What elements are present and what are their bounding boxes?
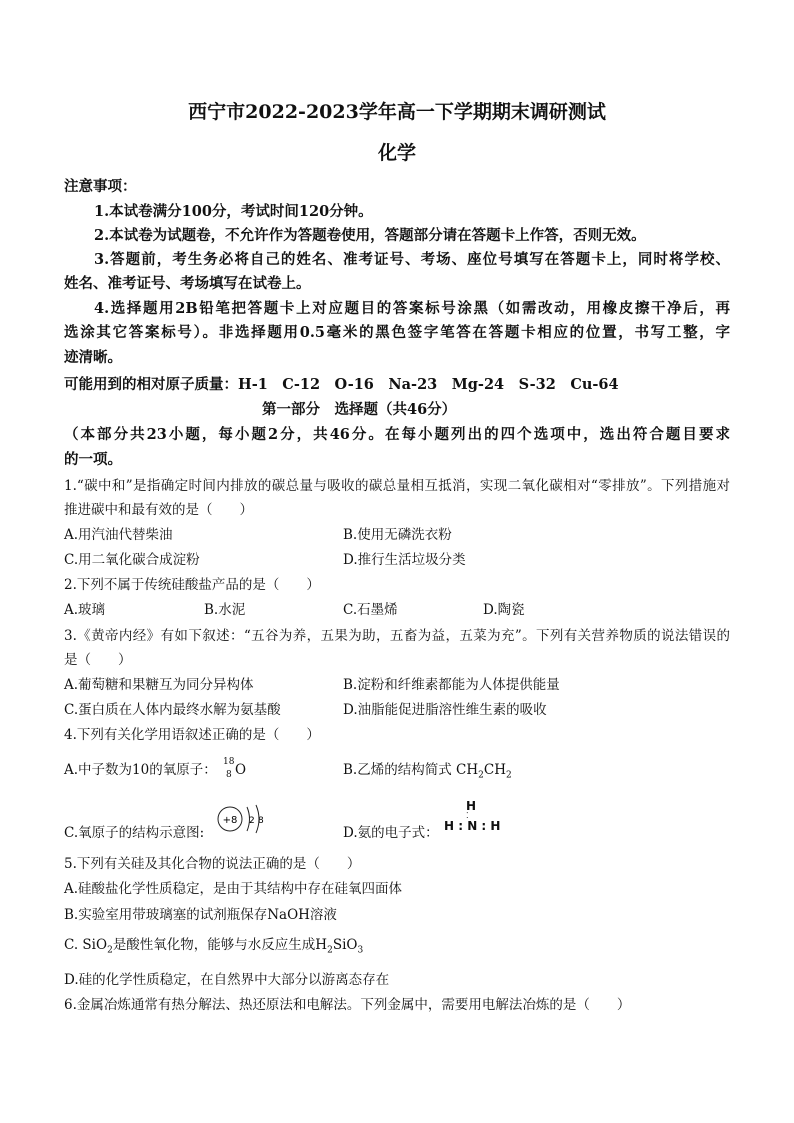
q3-option-c: C.蛋白质在人体内最终水解为氨基酸	[64, 702, 281, 718]
q3-option-b: B.淀粉和纤维素都能为人体提供能量	[343, 677, 560, 693]
formula-subscript: 2	[505, 770, 512, 781]
q1-stem-line-1: 1.“碳中和”是指确定时间内排放的碳总量与吸收的碳总量相互抵消，实现二氧化碳相对“零排放”。下列措施对	[64, 478, 730, 494]
formula-subscript: 2	[327, 945, 333, 956]
mass-number: 18	[223, 756, 235, 767]
q4-option-b	[343, 758, 512, 781]
note-4-line-1: 4.选择题用2B铅笔把答题卡上对应题目的答案标号涂黑（如需改动，用橡皮擦干净后，再	[94, 300, 730, 317]
q5-option-b: B.实验室用带玻璃塞的试剂瓶保存NaOH溶液	[64, 907, 337, 923]
exam-title: 西宁市2022-2023学年高一下学期期末调研测试	[188, 101, 606, 123]
note-1: 1.本试卷满分100分，考试时间120分钟。	[94, 203, 373, 220]
q3-stem-line-1: 3.《黄帝内经》有如下叙述：“五谷为养，五果为助，五畜为益，五菜为充”。下列有关营养物质的说法错误的	[64, 628, 730, 644]
note-4-line-2: 选涂其它答案标号）。非选择题用0.5毫米的黑色签字笔答在答题卡相应的位置，书写工整，字	[64, 324, 730, 341]
part1-heading: 第一部分 选择题（共46分）	[262, 401, 457, 418]
q4-option-b-text: B.乙烯的结构简式	[343, 762, 452, 778]
q5-c-part: 是酸性氧化物，能够与水反应生成H	[112, 937, 328, 953]
nucleus-charge: +8	[222, 815, 238, 826]
q3-stem-line-2: 是（ ）	[64, 652, 132, 668]
q4-option-d: D.氨的电子式：	[343, 825, 439, 841]
q4-option-a	[64, 758, 246, 779]
ammonia-top-h: H	[466, 799, 477, 813]
formula-subscript: 3	[357, 945, 364, 956]
q4-option-a-text: A.中子数为10的氧原子：	[64, 762, 217, 778]
note-2: 2.本试卷为试题卷，不允许作为答题卷使用，答题部分请在答题卡上作答，否则无效。	[94, 227, 646, 244]
q2-option-a: A.玻璃	[64, 602, 106, 618]
part1-desc-line-1: （本部分共23小题，每小题2分，共46分。在每小题列出的四个选项中，选出符合题目要求	[64, 426, 730, 443]
q5-option-c	[64, 933, 363, 956]
formula-subscript: 2	[478, 770, 484, 781]
isotope-notation	[221, 756, 235, 780]
shell-2-electrons: 8	[258, 816, 264, 826]
element-symbol: O	[235, 762, 247, 778]
q5-option-a: A.硅酸盐化学性质稳定，是由于其结构中存在硅氧四面体	[64, 881, 403, 897]
q2-option-c: C.石墨烯	[343, 602, 398, 618]
q5-stem: 5.下列有关硅及其化合物的说法正确的是（ ）	[64, 856, 361, 872]
q1-option-b: B.使用无磷洗衣粉	[343, 527, 452, 543]
q2-stem: 2.下列不属于传统硅酸盐产品的是（ ）	[64, 577, 320, 593]
q1-option-c: C.用二氧化碳合成淀粉	[64, 552, 200, 568]
q4-stem: 4.下列有关化学用语叙述正确的是（ ）	[64, 727, 320, 743]
oxygen-atom-structure-diagram	[216, 803, 268, 835]
notes-heading: 注意事项：	[64, 178, 137, 195]
q1-option-d: D.推行生活垃圾分类	[343, 552, 466, 568]
atomic-masses: 可能用到的相对原子质量：H-1 C-12 O-16 Na-23 Mg-24 S-32 Cu-64	[64, 376, 619, 393]
q2-option-b: B.水泥	[204, 602, 246, 618]
ammonia-electron-formula: H : N : H	[444, 819, 501, 833]
q5-c-part: SiO	[332, 937, 358, 953]
lone-pair-dots: ⁚	[466, 811, 469, 820]
formula-part: CH	[456, 762, 479, 778]
q3-option-a: A.葡萄糖和果糖互为同分异构体	[64, 677, 254, 693]
q4-option-c: C.氧原子的结构示意图:	[64, 825, 205, 841]
q5-option-d: D.硅的化学性质稳定，在自然界中大部分以游离态存在	[64, 972, 390, 988]
q3-option-d: D.油脂能促进脂溶性维生素的吸收	[343, 702, 547, 718]
note-4-line-3: 迹清晰。	[64, 349, 122, 366]
formula-part: CH	[483, 762, 506, 778]
q2-option-d: D.陶瓷	[483, 602, 525, 618]
note-3-line-1: 3.答题前，考生务必将自己的姓名、准考证号、考场、座位号填写在答题卡上，同时将学校、	[94, 251, 730, 268]
note-3-line-2: 姓名、准考证号、考场填写在试卷上。	[64, 275, 311, 292]
subject-title: 化学	[377, 142, 416, 164]
q1-stem-line-2: 推进碳中和最有效的是（ ）	[64, 502, 253, 518]
part1-desc-line-2: 的一项。	[64, 451, 122, 468]
q6-stem: 6.金属冶炼通常有热分解法、热还原法和电解法。下列金属中，需要用电解法冶炼的是（ ）	[64, 997, 631, 1013]
shell-1-electrons: 2	[249, 816, 255, 826]
formula-subscript: 2	[107, 945, 113, 956]
q1-option-a: A.用汽油代替柴油	[64, 527, 173, 543]
q5-c-part: C. SiO	[64, 937, 108, 953]
atomic-number: 8	[226, 769, 232, 780]
